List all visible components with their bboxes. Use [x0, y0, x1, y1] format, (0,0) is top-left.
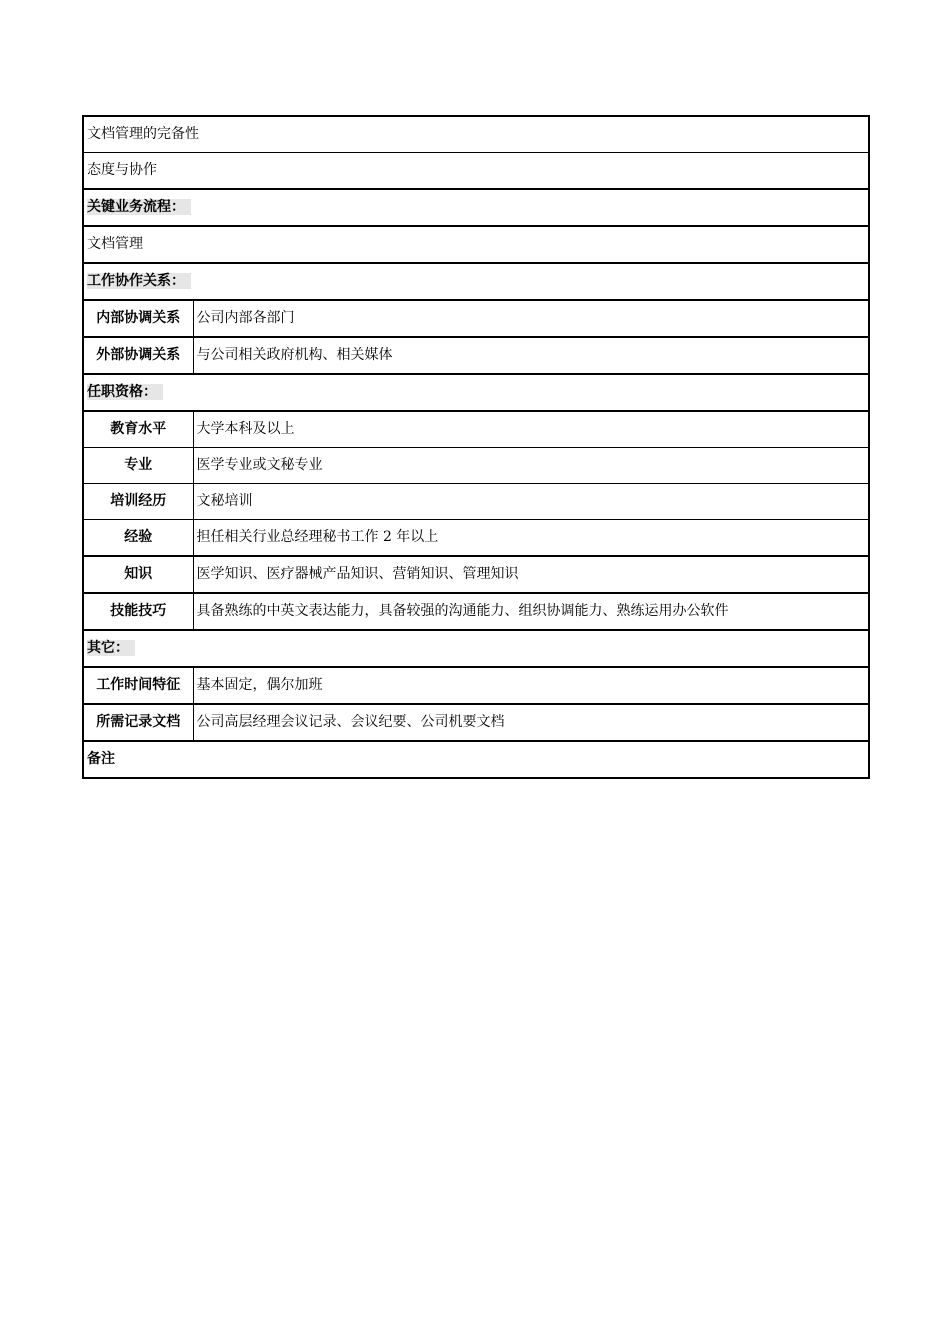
table-row [83, 337, 869, 374]
table-row [83, 153, 869, 190]
training-label: 培训经历 [83, 484, 193, 520]
skills-value: 具备熟练的中英文表达能力，具备较强的沟通能力、组织协调能力、熟练运用办公软件 [193, 593, 869, 630]
table-row [83, 116, 869, 153]
table-row [83, 189, 869, 226]
section-cooperation [83, 263, 869, 300]
table-row [83, 300, 869, 337]
table-row [83, 520, 869, 557]
knowledge-label: 知识 [83, 556, 193, 593]
table-row [83, 704, 869, 741]
work-time-label: 工作时间特征 [83, 667, 193, 704]
section-key-process [83, 189, 869, 226]
table-row [83, 630, 869, 667]
external-coordination-label: 外部协调关系 [83, 337, 193, 374]
section-qualifications-heading: 任职资格： [87, 384, 163, 400]
table-row [83, 667, 869, 704]
training-value: 文秘培训 [193, 484, 869, 520]
section-remarks-heading: 备注 [87, 751, 115, 767]
table-row [83, 226, 869, 263]
key-process-value: 文档管理 [83, 226, 869, 263]
job-description-table [82, 115, 870, 779]
section-qualifications [83, 374, 869, 411]
knowledge-value: 医学知识、医疗器械产品知识、营销知识、管理知识 [193, 556, 869, 593]
experience-value: 担任相关行业总经理秘书工作 2 年以上 [193, 520, 869, 557]
required-documents-label: 所需记录文档 [83, 704, 193, 741]
table-row [83, 374, 869, 411]
section-other [83, 630, 869, 667]
education-value: 大学本科及以上 [193, 411, 869, 448]
table-row [83, 741, 869, 778]
section-key-process-heading: 关键业务流程： [87, 199, 191, 215]
required-documents-value: 公司高层经理会议记录、会议纪要、公司机要文档 [193, 704, 869, 741]
major-label: 专业 [83, 448, 193, 484]
section-cooperation-heading: 工作协作关系： [87, 273, 191, 289]
table-row [83, 484, 869, 520]
experience-label: 经验 [83, 520, 193, 557]
work-time-value: 基本固定，偶尔加班 [193, 667, 869, 704]
table-row [83, 411, 869, 448]
major-value: 医学专业或文秘专业 [193, 448, 869, 484]
section-remarks [83, 741, 869, 778]
internal-coordination-value: 公司内部各部门 [193, 300, 869, 337]
table-row [83, 593, 869, 630]
table-row [83, 556, 869, 593]
performance-item-completeness: 文档管理的完备性 [83, 116, 869, 153]
internal-coordination-label: 内部协调关系 [83, 300, 193, 337]
table-row [83, 263, 869, 300]
performance-item-attitude: 态度与协作 [83, 153, 869, 190]
table-row [83, 448, 869, 484]
skills-label: 技能技巧 [83, 593, 193, 630]
external-coordination-value: 与公司相关政府机构、相关媒体 [193, 337, 869, 374]
education-label: 教育水平 [83, 411, 193, 448]
section-other-heading: 其它： [87, 640, 135, 656]
